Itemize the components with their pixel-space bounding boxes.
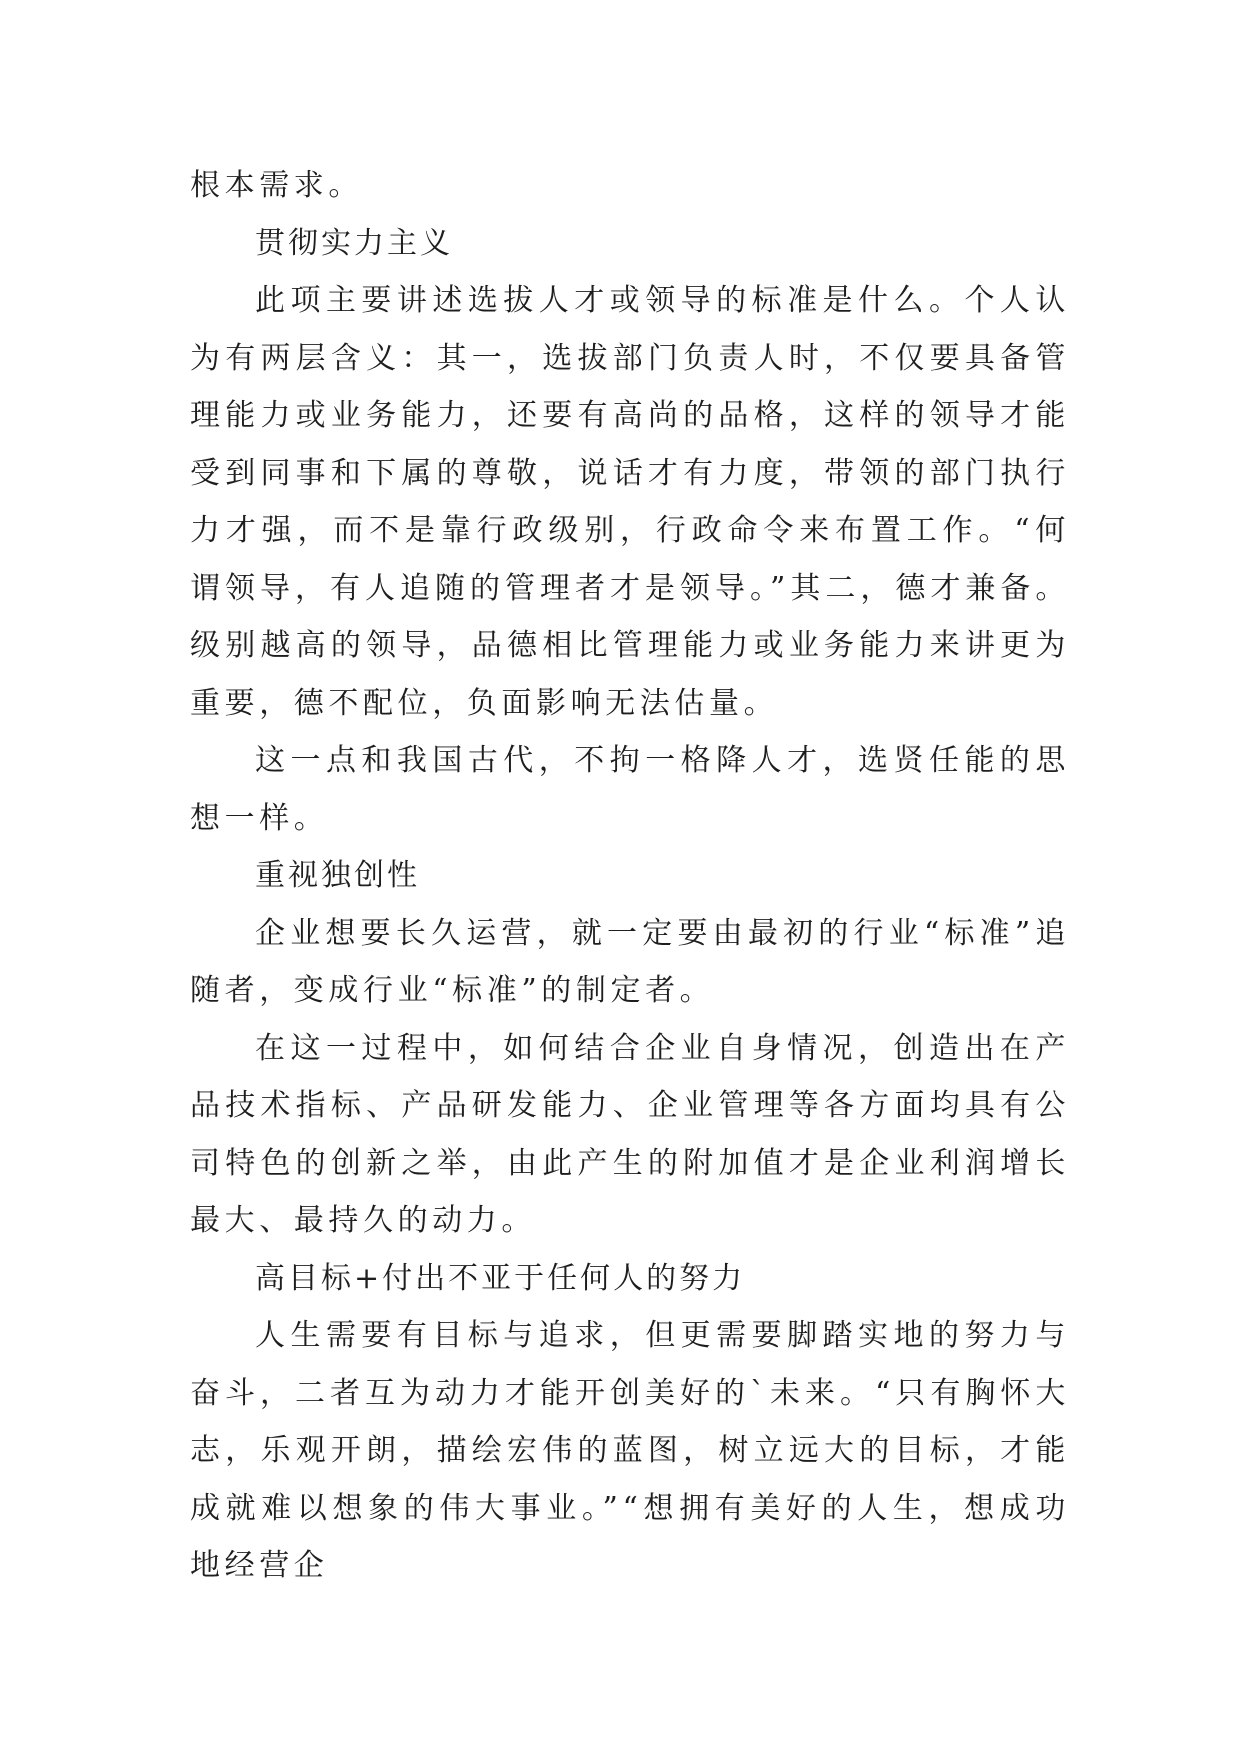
paragraph-ancient-analogy: 这一点和我国古代，不拘一格降人才，选贤任能的思想一样。 (190, 743, 1070, 836)
paragraph-innovation: 在这一过程中，如何结合企业自身情况，创造出在产品技术指标、产品研发能力、企业管理等各方面均具有公司特色的创新之举，由此产生的附加值才是企业利润增长最大、最持久的动力。 (190, 1030, 1070, 1238)
paragraph-continuation: 根本需求。 (190, 168, 363, 203)
section-heading-high-goals: 高目标+付出不亚于任何人的努力 (255, 1260, 746, 1296)
section-heading-originality: 重视独创性 (255, 858, 420, 893)
paragraph-talent-selection: 此项主要讲述选拔人才或领导的标准是什么。个人认为有两层含义：其一，选拔部门负责人时，不仅要具备管理能力或业务能力，还要有高尚的品格，这样的领导才能受到同事和下属的尊敬，说话才有力度，带领的部门执行力才强，而不是靠行政级别，行政命令来布置工作。“何谓领导，有人追随的管理者才是领导。”其二，德才兼备。级别越高的领导，品德相比管理能力或业务能力来讲更为重要，德不配位，负面影响无法估量。 (190, 283, 1070, 721)
document-body (190, 157, 1070, 1595)
section-heading-meritocracy: 贯彻实力主义 (255, 225, 453, 261)
paragraph-industry-standard: 企业想要长久运营，就一定要由最初的行业“标准”追随者，变成行业“标准”的制定者。 (190, 915, 1070, 1008)
paragraph-goals-effort: 人生需要有目标与追求，但更需要脚踏实地的努力与奋斗，二者互为动力才能开创美好的`未来。“只有胸怀大志，乐观开朗，描绘宏伟的蓝图，树立远大的目标，才能成就难以想象的伟大事业。”“想拥有美好的人生，想成功地经营企 (190, 1318, 1070, 1583)
